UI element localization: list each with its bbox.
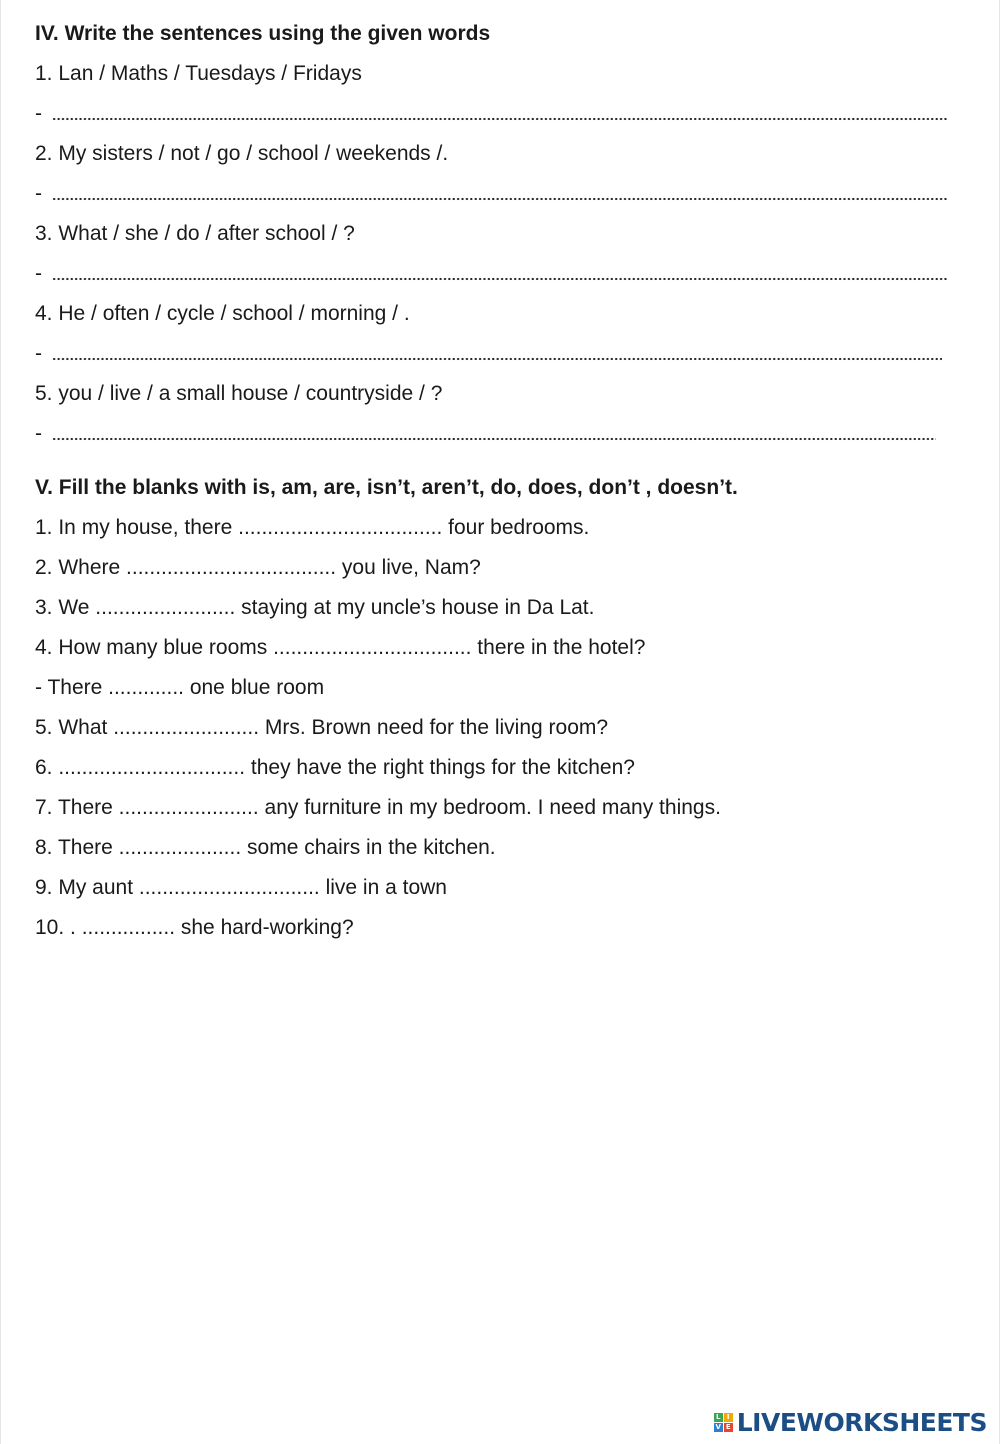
answer-line-3[interactable] <box>35 260 947 288</box>
section-4-item-2: 2. My sisters / not / go / school / weekends /. <box>35 142 449 165</box>
logo-cell: L <box>714 1413 723 1422</box>
liveworksheets-logo <box>714 1408 987 1436</box>
logo-cell: I <box>724 1413 733 1422</box>
section-4-item-4: 4. He / often / cycle / school / morning / . <box>35 302 410 325</box>
answer-dash: - <box>35 342 42 365</box>
answer-dash: - <box>35 102 42 125</box>
section-4-item-3: 3. What / she / do / after school / ? <box>35 222 355 245</box>
section-5-item-2[interactable]: 2. Where .................................... you live, Nam? <box>35 556 481 579</box>
section-5-item-7[interactable]: 7. There ........................ any furniture in my bedroom. I need many things. <box>35 796 721 819</box>
section-5-item-10[interactable]: 10. . ................ she hard-working? <box>35 916 354 939</box>
dotted-blank <box>52 117 947 121</box>
answer-line-5[interactable] <box>35 420 936 448</box>
answer-dash: - <box>35 422 42 445</box>
answer-line-4[interactable] <box>35 340 942 368</box>
section-5-item-5[interactable]: 5. What ......................... Mrs. Brown need for the living room? <box>35 716 609 739</box>
dotted-blank <box>52 277 947 281</box>
logo-mark-icon <box>714 1413 733 1432</box>
section-5-item-1[interactable]: 1. In my house, there ................................... four bedrooms. <box>35 516 590 539</box>
dotted-blank <box>52 357 942 361</box>
logo-text: LIVEWORKSHEETS <box>736 1407 987 1437</box>
section-5-item-8[interactable]: 8. There ..................... some chairs in the kitchen. <box>35 836 496 859</box>
answer-dash: - <box>35 262 42 285</box>
answer-line-1[interactable] <box>35 100 947 128</box>
section-5-item-6[interactable]: 6. ................................ they have the right things for the kitchen? <box>35 756 635 779</box>
answer-dash: - <box>35 182 42 205</box>
section-5-item-4b[interactable]: - There ............. one blue room <box>35 676 325 699</box>
logo-cell: E <box>724 1423 733 1432</box>
section-5-item-9[interactable]: 9. My aunt ............................... live in a town <box>35 876 447 899</box>
section-4-item-5: 5. you / live / a small house / countryside / ? <box>35 382 443 405</box>
section-5-heading: V. Fill the blanks with is, am, are, isn’t, aren’t, do, does, don’t , doesn’t. <box>35 476 738 499</box>
section-5-item-3[interactable]: 3. We ........................ staying at my uncle’s house in Da Lat. <box>35 596 595 619</box>
section-4-item-1: 1. Lan / Maths / Tuesdays / Fridays <box>35 62 362 85</box>
section-4-heading: IV. Write the sentences using the given words <box>35 22 491 45</box>
dotted-blank <box>52 437 936 441</box>
dotted-blank <box>52 197 947 201</box>
section-5-item-4[interactable]: 4. How many blue rooms .................................. there in the hotel? <box>35 636 646 659</box>
answer-line-2[interactable] <box>35 180 947 208</box>
logo-cell: V <box>715 1422 721 1431</box>
